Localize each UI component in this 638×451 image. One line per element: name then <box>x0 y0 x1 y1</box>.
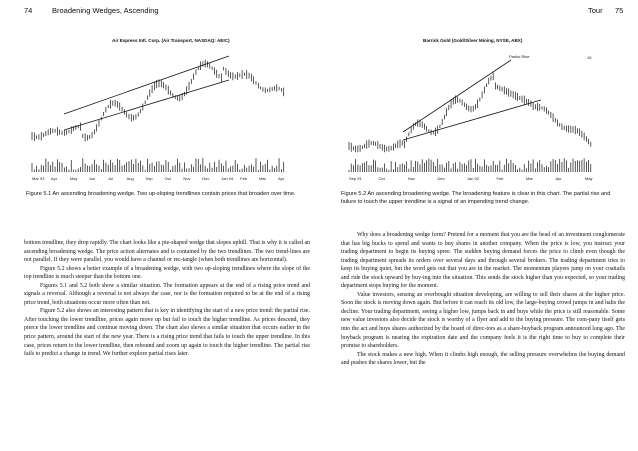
body-text <box>341 231 625 368</box>
paragraph: The stock makes a new high. When it climbs high enough, the selling pressure overwhelms the buying demand and pushes the shares lower, but the <box>341 351 625 367</box>
page-number: 74 <box>24 6 33 15</box>
x-tick-label: Jan 92 <box>467 176 480 181</box>
chart-title: Air Express Intl. Corp. (Air Transport, NASDAQ: AEIC) <box>112 38 230 43</box>
chart-title: Barrick Gold (Gold/Silver Mining, NYSE, ABX) <box>423 38 523 43</box>
x-tick-label: Feb <box>496 176 504 181</box>
upper-trendline <box>403 60 511 132</box>
body-text <box>24 239 310 359</box>
x-tick-label: Apr <box>555 176 562 181</box>
x-tick-label: Sep 91 <box>349 176 362 181</box>
volume-bars <box>32 158 284 172</box>
paragraph: Figures 5.1 and 5.2 both show a similar situation. The formation appears at the end of a rising price trend and signals a reversal. Although a reversal is not always the case, nor is the formation required to be at the end of a rising price trend, both situations occur more often than not. <box>24 282 310 306</box>
price-chart <box>24 44 294 186</box>
price-bars <box>349 73 591 153</box>
x-tick-label: Mar <box>526 176 533 181</box>
figure-caption: Figure 5.2 An ascending broadening wedge. The broadening feature is clear in this chart. The partial rise and failure to touch the upper trendline is a signal of an impending trend change. <box>341 191 611 205</box>
x-axis-labels <box>349 176 593 181</box>
running-head: Broadening Wedges, Ascending <box>52 6 159 15</box>
x-tick-label: Nov <box>408 176 416 181</box>
paragraph: Why does a broadening wedge form? Pretend for a moment that you are the head of an investment conglomerate that has big bucks to spend and wants to buy shares in another company. When the price is low, you instruct your trading department to begin its buying spree. The sudden buying demand forces the price to climb even though the trading department spreads its orders over several days and through several brokers. The trading department tries to keep its buying quiet, but the word gets out that you are in the market. The momentum players jump on your coattails and ride the stock upward by buy-ing into the situation. This sends the stock higher than you expected, so your trading department stops buying for the moment. <box>341 232 625 290</box>
page-number: 75 <box>615 6 624 15</box>
right-page <box>323 0 628 451</box>
x-tick-label: Jun <box>88 176 96 181</box>
left-page <box>14 0 319 451</box>
x-tick-label: Apr <box>278 176 285 181</box>
x-tick-label: Dec <box>202 176 210 181</box>
x-tick-label: Aug <box>126 176 134 181</box>
lower-trendline <box>403 100 541 140</box>
paragraph: Figure 5.2 also shows an interesting pattern that is key in identifying the start of a new price trend: the partial rise. After touching the lower trendline, prices again move up but fail to touch the higher trendline. As prices descend, they pierce the lower trendline and continue moving down. The chart also shows a similar situation that occurs earlier in the price pattern, around the start of the new year. There is a rising price trend that fails to touch the upper trendline. In this case, prices return to the lower trendline, then rebound and zoom up again to touch the higher trendline. The partial rise fails to predict a change in trend. We further explore partial rises later. <box>24 308 310 358</box>
partial-rise-annotation: Partial Rise <box>509 54 530 59</box>
volume-bars <box>349 158 591 172</box>
x-tick-label: May <box>585 176 593 181</box>
x-tick-label: Oct <box>378 176 385 181</box>
x-axis-labels <box>32 176 285 181</box>
x-tick-label: Sep <box>145 176 153 181</box>
paragraph: Value investors, sensing an overbought situation developing, are willing to sell their shares at the higher price. Soon the stock is moving down again. But before it can reach its old low, the large-buying crowd jumps in and halts the decline. Your trading department, seeing a higher low, jumps back in and buys while the price is still reasonable. Some new value investors also decide the stock is worthy of a flyer and add to the buying pressure. The com-pany itself gets into the act and buys shares authorized by the board of direc-tors as a share-buyback program announced long ago. The buyback program is nearing the expiration date and the company feels it is the right time to buy to complete their promise to shareholders. <box>341 291 625 350</box>
x-tick-label: Dec <box>437 176 445 181</box>
x-tick-label: Jul <box>107 176 113 181</box>
paragraph: bottom trendline, they drop rapidly. The chart looks like a pie-shaped wedge that slopes uphill. That is why it is called an ascending broadening wedge. The price action alternates and is contained by the two trendlines. The two trend-lines are not parallel. If they were parallel, you would have a channel or rec-tangle (when both trendlines are horizontal). <box>24 240 310 264</box>
y-axis-label: 15 <box>587 55 592 60</box>
figure-caption: Figure 5.1 An ascending broadening wedge. Two up-sloping trendlines contain prices that broaden over time. <box>26 191 296 197</box>
x-tick-label: May <box>69 176 78 181</box>
x-tick-label: Nov <box>183 176 191 181</box>
x-tick-label: Apr <box>50 176 58 181</box>
x-tick-label: Jan 94 <box>221 176 234 181</box>
price-chart <box>341 44 601 186</box>
paragraph: Figure 5.2 shows a better example of a broadening wedge, with two up-sloping trendlines where the slope of the top trendline is much steeper than the bottom one. <box>24 265 310 281</box>
running-head: Tour <box>588 6 603 15</box>
x-tick-label: Feb <box>240 176 248 181</box>
x-tick-label: Oct <box>164 176 171 181</box>
x-tick-label: Mar 93 <box>32 176 45 181</box>
x-tick-label: Mar <box>259 176 266 181</box>
price-bars <box>32 60 284 142</box>
